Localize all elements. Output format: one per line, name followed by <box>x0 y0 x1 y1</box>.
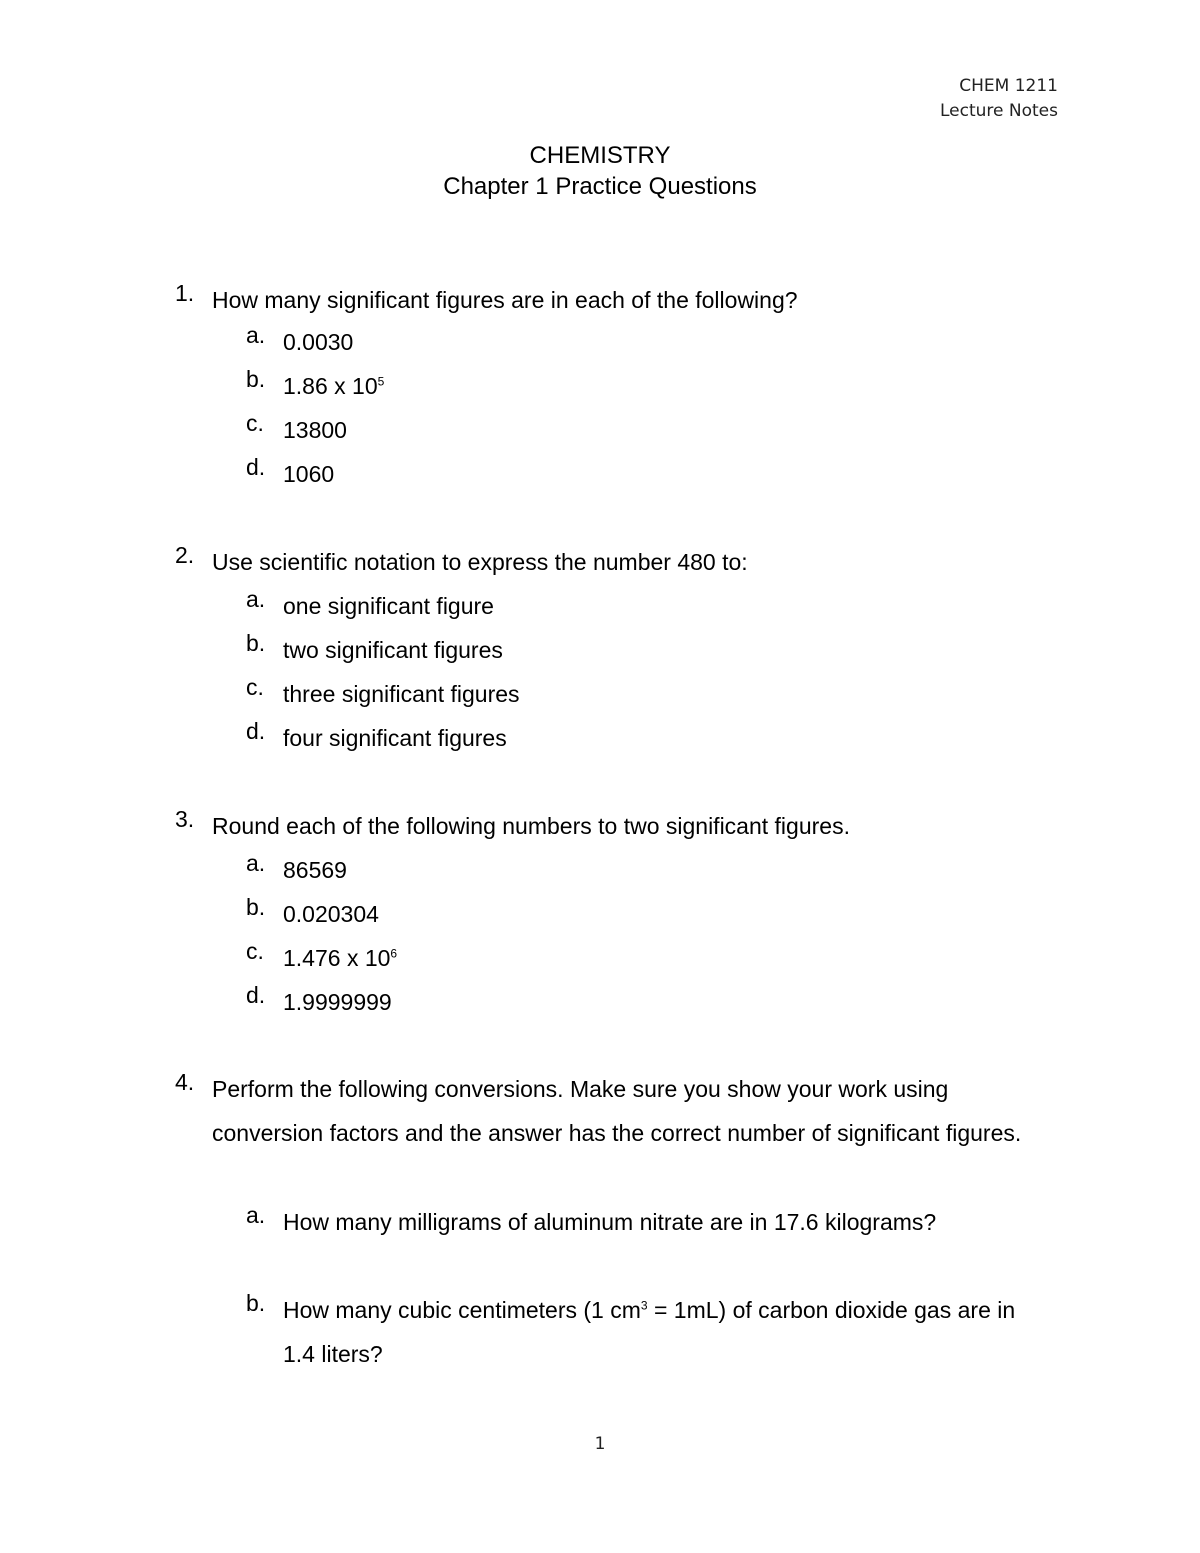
option-letter: a. <box>246 850 266 876</box>
option-letter: a. <box>246 586 266 612</box>
question-3 <box>175 804 1045 848</box>
document-title <box>0 140 1200 202</box>
option-letter: b. <box>246 1290 266 1316</box>
question-1-option-b <box>246 364 1046 408</box>
question-number: 4. <box>175 1069 195 1095</box>
exponent: 5 <box>377 374 385 389</box>
option-text: 13800 <box>283 417 347 443</box>
question-3-option-c <box>246 936 1046 980</box>
page-header <box>940 74 1058 124</box>
option-text: 1.9999999 <box>283 989 392 1015</box>
option-letter: a. <box>246 1202 266 1228</box>
page-number: 1 <box>594 1434 606 1454</box>
question-stem: How many significant figures are in each of the following? <box>212 287 798 313</box>
option-text-pre: How many cubic centimeters (1 cm <box>283 1297 641 1323</box>
question-stem: Use scientific notation to express the number 480 to: <box>212 549 748 575</box>
option-letter: b. <box>246 630 266 656</box>
option-text: 86569 <box>283 857 347 883</box>
option-letter: c. <box>246 674 264 700</box>
question-2-option-c <box>246 672 1046 716</box>
question-stem: Perform the following conversions. Make sure you show your work using conversion factors and the answer has the correct number of significant figures. <box>212 1076 1022 1146</box>
option-text-post: = 1mL) of carbon dioxide gas are in 1.4 liters? <box>283 1297 1016 1367</box>
title-sub: Chapter 1 Practice Questions <box>443 173 757 200</box>
question-3-option-b <box>246 892 1046 936</box>
question-1-option-d <box>246 452 1046 496</box>
option-text: How many milligrams of aluminum nitrate are in 17.6 kilograms? <box>283 1209 937 1235</box>
option-letter: c. <box>246 410 264 436</box>
option-text-wrap <box>283 936 1046 980</box>
option-text: three significant figures <box>283 681 520 707</box>
question-number: 2. <box>175 542 195 568</box>
option-text: 1.476 x 10 <box>283 945 391 971</box>
option-text: 0.020304 <box>283 901 379 927</box>
option-text: two significant figures <box>283 637 503 663</box>
question-number: 1. <box>175 280 195 306</box>
exponent: 6 <box>390 946 398 961</box>
question-1 <box>175 278 1045 322</box>
question-1-option-c <box>246 408 1046 452</box>
option-letter: c. <box>246 938 264 964</box>
option-text: 1.86 x 10 <box>283 373 378 399</box>
question-4-option-b <box>246 1288 1046 1376</box>
option-letter: d. <box>246 982 266 1008</box>
course-code: CHEM 1211 <box>959 76 1058 96</box>
option-letter: b. <box>246 366 266 392</box>
option-letter: d. <box>246 454 266 480</box>
option-letter: d. <box>246 718 266 744</box>
question-2-option-a <box>246 584 1046 628</box>
option-text-wrap <box>283 1288 1046 1376</box>
question-4 <box>175 1067 1045 1155</box>
option-letter: b. <box>246 894 266 920</box>
exponent: 3 <box>640 1298 648 1313</box>
option-text: 1060 <box>283 461 335 487</box>
question-2 <box>175 540 1045 584</box>
title-main: CHEMISTRY <box>529 142 671 169</box>
question-1-option-a <box>246 320 1046 364</box>
option-text: four significant figures <box>283 725 507 751</box>
header-subtitle: Lecture Notes <box>940 101 1058 121</box>
question-number: 3. <box>175 806 195 832</box>
option-text: 0.0030 <box>283 329 354 355</box>
option-letter: a. <box>246 322 266 348</box>
question-3-option-a <box>246 848 1046 892</box>
question-2-option-d <box>246 716 1046 760</box>
question-4-option-a <box>246 1200 1046 1244</box>
question-2-option-b <box>246 628 1046 672</box>
question-3-option-d <box>246 980 1046 1024</box>
option-text: one significant figure <box>283 593 494 619</box>
option-text-wrap <box>283 364 1046 408</box>
question-stem: Round each of the following numbers to two significant figures. <box>212 813 850 839</box>
